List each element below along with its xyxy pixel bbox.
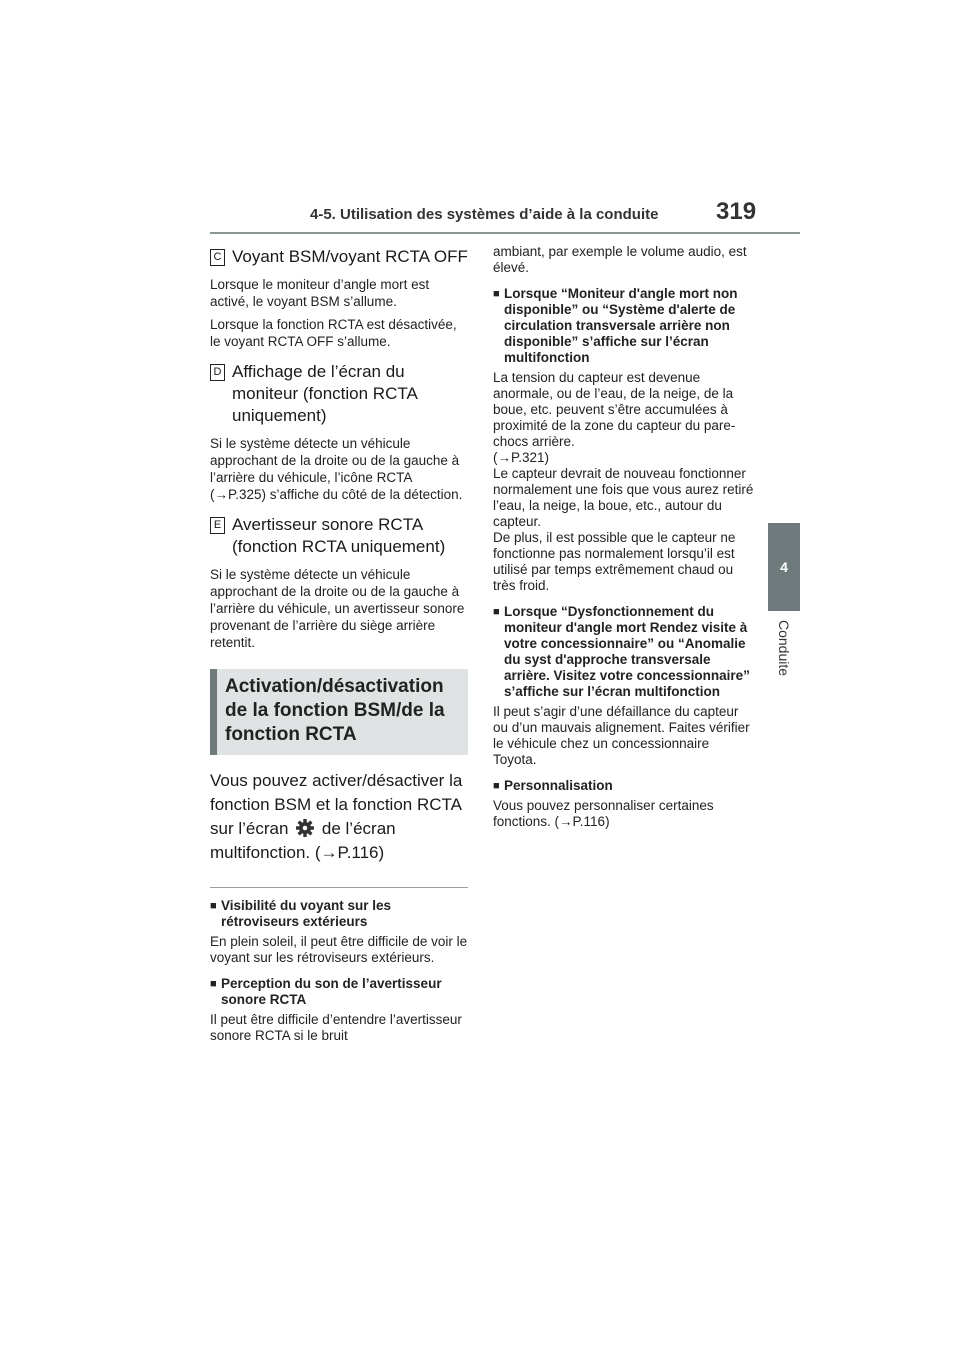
section-header-title: 4-5. Utilisation des systèmes d’aide à la conduite (310, 206, 659, 223)
note-heading (493, 778, 755, 794)
note-body: Il peut être difficile d’entendre l’avertisseur sonore RCTA si le bruit (210, 1012, 462, 1043)
section-body-after: de l’écran multifonction. (→P.116) (210, 819, 396, 862)
note-title: Lorsque “Moniteur d'angle mort non disponible” ou “Système d'alerte de circulation transversale arrière non disponible” s’affiche sur l’écran multifonction (504, 286, 738, 365)
item-c-paragraph: Lorsque la fonction RCTA est désactivée, le voyant RCTA OFF s’allume. (210, 317, 457, 349)
item-d-paragraph: Si le système détecte un véhicule approchant de la droite ou de la gauche à l’arrière du véhicule, l’icône RCTA (→P.325) s’affiche du côté de la détection. (210, 436, 463, 502)
header-divider (210, 232, 800, 234)
note-heading (493, 286, 755, 366)
note-marker: ■ (493, 288, 500, 300)
note-marker: ■ (210, 900, 217, 912)
note-title: Lorsque “Dysfonctionnement du moniteur d'angle mort Rendez visite à votre concessionnaire” ou “Anomalie du syst d'approche transversale arrière. Visitez votre concessionnaire” s’affiche sur l’écran multifonction (504, 604, 750, 699)
note-marker: ■ (493, 606, 500, 618)
note-continuation: ambiant, par exemple le volume audio, est élevé. (493, 244, 747, 275)
item-d-letter: D (210, 364, 225, 381)
chapter-number: 4 (780, 559, 788, 575)
item-e-letter: E (210, 517, 225, 534)
note-title: Perception du son de l’avertisseur sonore RCTA (221, 976, 442, 1007)
item-d-title (210, 361, 468, 427)
note-heading (493, 604, 755, 700)
left-column (210, 246, 468, 1054)
item-d-title-text: Affichage de l’écran du moniteur (fonction RCTA uniquement) (232, 362, 417, 425)
note-heading (210, 976, 468, 1008)
item-c-title-text: Voyant BSM/voyant RCTA OFF (232, 247, 468, 266)
section-body-before: Vous pouvez activer/désactiver la fonction BSM et la fonction RCTA sur l’écran (210, 771, 463, 838)
item-e-paragraph: Si le système détecte un véhicule approchant de la droite ou de la gauche à l’arrière du véhicule, un avertisseur sonore provenant de l’arrière du siège arrière retentit. (210, 567, 465, 650)
section-body (210, 769, 468, 865)
item-c-letter: C (210, 249, 225, 266)
gear-icon (295, 818, 315, 838)
item-e-title-text: Avertisseur sonore RCTA (fonction RCTA uniquement) (232, 515, 446, 556)
chapter-tab[interactable] (768, 523, 800, 611)
note-title: Visibilité du voyant sur les rétroviseurs extérieurs (221, 898, 392, 929)
note-marker: ■ (210, 978, 217, 990)
section-heading: Activation/désactivation de la fonction BSM/de la fonction RCTA (210, 669, 468, 755)
notes-divider (210, 887, 468, 888)
chapter-label: Conduite (776, 620, 792, 677)
item-c-title (210, 246, 468, 268)
note-title: Personnalisation (504, 778, 613, 793)
page-number: 319 (716, 198, 757, 225)
right-column (493, 244, 755, 840)
note-body: Il peut s’agir d’une défaillance du capteur ou d’un mauvais alignement. Faites vérifier le véhicule chez un concessionnaire Toyota. (493, 704, 750, 767)
note-marker: ■ (493, 780, 500, 792)
note-body: La tension du capteur est devenue anormale, ou de l’eau, de la neige, de la boue, etc. peuvent s’être accumulées à proximité de la zone du capteur du pare-chocs arrière. (→P.321) Le capteur devrait de nouveau fonctionner normalement une fois que vous aurez retiré l’eau, la neige, la boue, etc., autour du capteur. De plus, il est possible que le capteur ne fonctionne pas normalement lorsqu’il est utilisé par temps extrêmement chaud ou très froid. (493, 370, 754, 593)
item-c-paragraph: Lorsque le moniteur d’angle mort est activé, le voyant BSM s’allume. (210, 277, 430, 309)
note-heading (210, 898, 468, 930)
note-body: Vous pouvez personnaliser certaines fonctions. (→P.116) (493, 798, 714, 829)
item-e-title (210, 514, 468, 558)
note-body: En plein soleil, il peut être difficile de voir le voyant sur les rétroviseurs extérieurs. (210, 934, 468, 965)
